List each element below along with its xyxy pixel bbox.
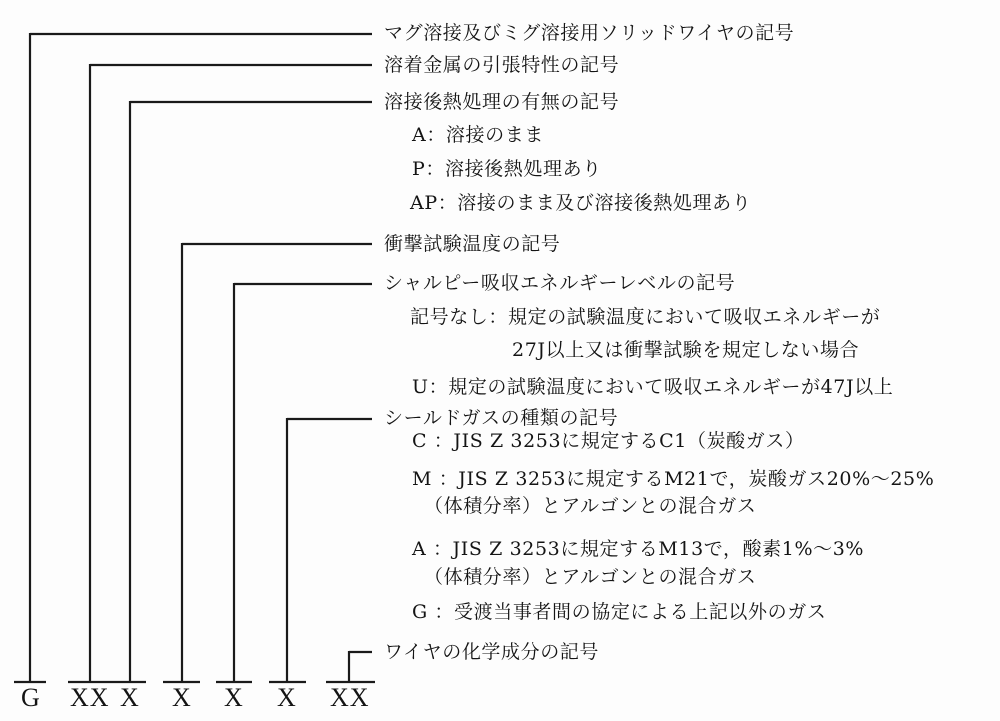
designation-g: G xyxy=(21,683,41,712)
tensile-symbol-label: 溶着金属の引張特性の記号 xyxy=(384,54,620,76)
solid-wire-symbol-label: マグ溶接及びミグ溶接用ソリッドワイヤの記号 xyxy=(384,22,795,44)
impact-temp-symbol-label: 衝撃試験温度の記号 xyxy=(384,233,561,255)
shield-gas-title: シールドガスの種類の記号 xyxy=(384,407,619,429)
pwht-option-a: A：溶接のまま xyxy=(412,124,544,146)
shield-gas-c-line: C ：JIS Z 3253に規定するC1（炭酸ガス） xyxy=(412,430,805,452)
designation-xx-chemistry: XX xyxy=(330,683,370,712)
charpy-none-line2: 27J以上又は衝撃試験を規定しない場合 xyxy=(512,339,860,361)
charpy-u-line: U：規定の試験温度において吸収エネルギーが47J以上 xyxy=(412,376,894,398)
designation-x-pwht: X xyxy=(120,683,140,712)
pwht-title: 溶接後熱処理の有無の記号 xyxy=(384,91,620,113)
shield-gas-a-line1: A ：JIS Z 3253に規定するM13で，酸素1%〜3% xyxy=(412,538,865,560)
designation-x-charpy: X xyxy=(224,683,244,712)
pwht-option-ap: AP：溶接のまま及び溶接後熱処理あり xyxy=(410,192,752,214)
charpy-none-line1: 記号なし：規定の試験温度において吸収エネルギーが xyxy=(410,306,881,328)
designation-xx-tensile: XX xyxy=(70,683,110,712)
designation-x-impact-temp: X xyxy=(172,683,192,712)
designation-x-shield-gas: X xyxy=(277,683,297,712)
chem-symbol-label: ワイヤの化学成分の記号 xyxy=(384,641,600,663)
shield-gas-m-line1: M ：JIS Z 3253に規定するM21で，炭酸ガス20%〜25% xyxy=(412,468,935,490)
shield-gas-m-line2: （体積分率）とアルゴンとの混合ガス xyxy=(424,495,757,517)
pwht-option-p: P：溶接後熱処理あり xyxy=(412,158,602,180)
shield-gas-g-line: G ：受渡当事者間の協定による上記以外のガス xyxy=(412,601,827,623)
shield-gas-a-line2: （体積分率）とアルゴンとの混合ガス xyxy=(424,566,757,588)
charpy-title: シャルピー吸収エネルギーレベルの記号 xyxy=(384,272,736,294)
